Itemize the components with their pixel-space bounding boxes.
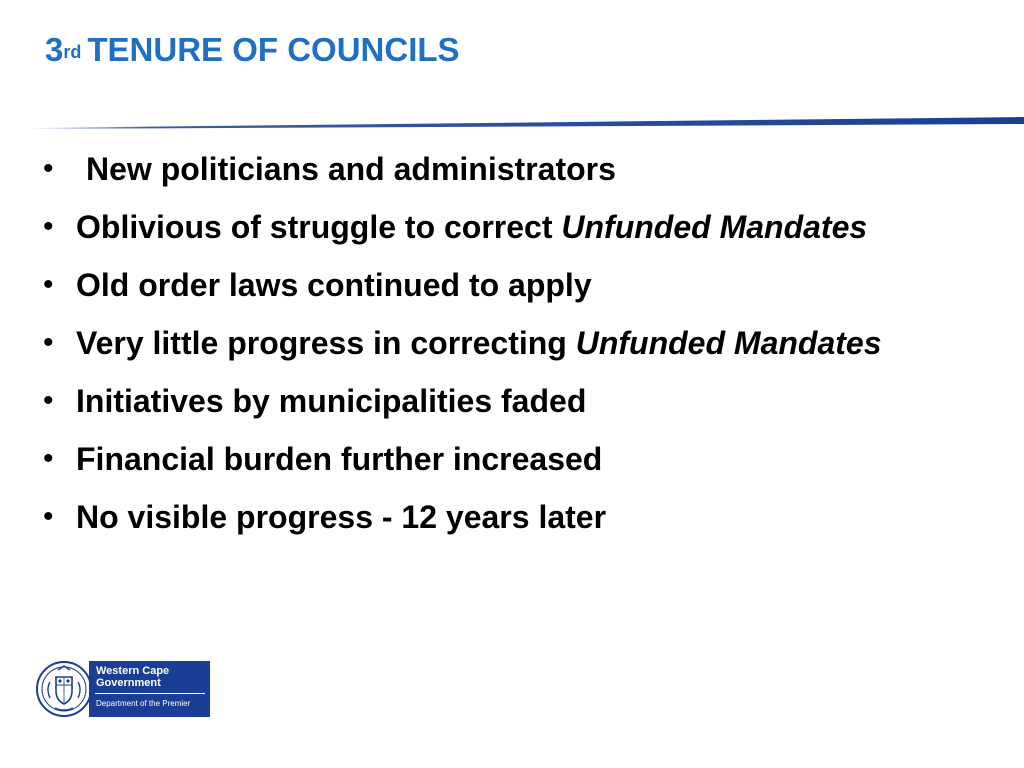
logo-government-name: Western Cape Government	[96, 665, 170, 689]
title-ordinal: 3	[45, 31, 64, 68]
title-superscript: rd	[63, 42, 82, 62]
bullet-dot: •	[43, 268, 54, 301]
logo-name-panel	[89, 661, 210, 717]
bullet-item	[40, 206, 940, 248]
bullet-item	[40, 264, 940, 306]
bullet-item	[40, 438, 940, 480]
bullet-dot: •	[43, 210, 54, 243]
bullet-text: Financial burden further increased	[76, 441, 603, 477]
bullet-item	[40, 322, 940, 364]
bullet-italic-text: Unfunded Mandates	[575, 325, 882, 361]
bullet-text: No visible progress - 12 years later	[76, 499, 607, 535]
title-text: TENURE OF COUNCILS	[87, 31, 460, 68]
bullet-item	[40, 148, 940, 190]
coat-of-arms-icon	[35, 660, 93, 718]
bullet-dot: •	[43, 152, 54, 185]
logo-department-name: Department of the Premier	[96, 699, 191, 708]
bullet-dot: •	[43, 384, 54, 417]
bullet-text: Very little progress in correcting	[76, 325, 576, 361]
bullet-dot: •	[43, 442, 54, 475]
bullet-text: New politicians and administrators	[86, 151, 616, 187]
bullet-item	[40, 380, 940, 422]
bullet-item	[40, 496, 940, 538]
bullet-text: Old order laws continued to apply	[76, 267, 592, 303]
bullet-text: Initiatives by municipalities faded	[76, 383, 587, 419]
logo-divider	[95, 693, 205, 694]
bullet-italic-text: Unfunded Mandates	[561, 209, 868, 245]
bullet-text: Oblivious of struggle to correct	[76, 209, 562, 245]
title-underline-rule	[30, 117, 1024, 131]
western-cape-government-logo	[35, 660, 210, 718]
bullet-dot: •	[43, 500, 54, 533]
bullet-dot: •	[43, 326, 54, 359]
bullet-list	[40, 148, 940, 554]
slide-title	[45, 28, 460, 72]
